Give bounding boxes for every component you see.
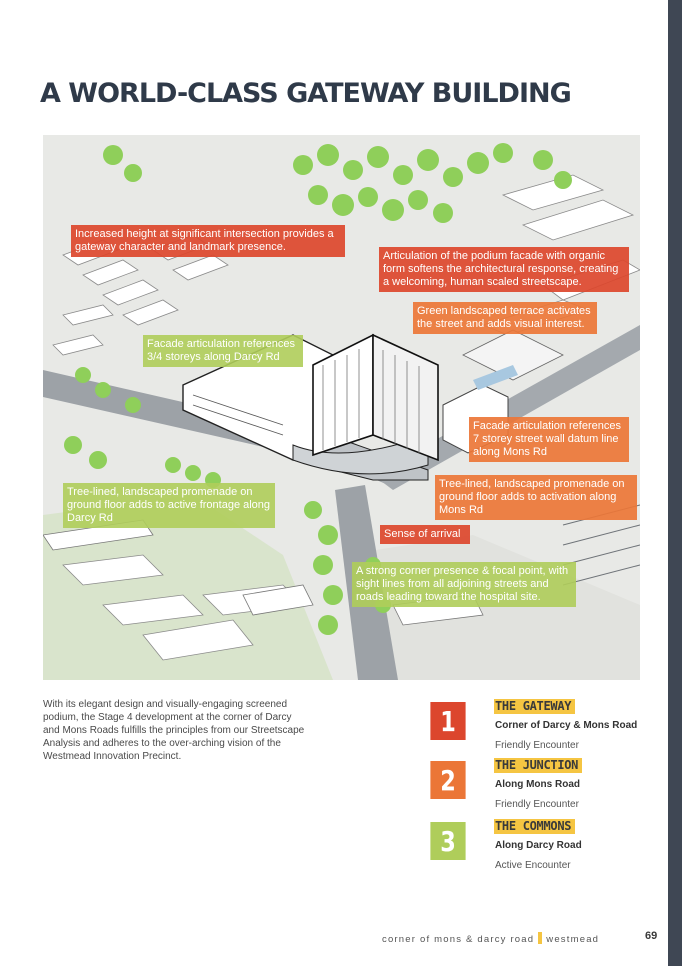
footer-location: corner of mons & darcy road	[382, 934, 535, 945]
callout-promenade-mons: Tree-lined, landscaped promenade on ground floor adds to activation along Mons Rd	[435, 475, 637, 520]
category-title-3: THE COMMONS	[494, 819, 575, 834]
category-mood-1: Friendly Encounter	[495, 740, 579, 751]
page-title: A WORLD-CLASS GATEWAY BUILDING	[40, 78, 571, 109]
callout-green-terrace: Green landscaped terrace activates the street and adds visual interest.	[413, 302, 597, 334]
intro-paragraph: With its elegant design and visually-engaging screened podium, the Stage 4 development at the corner of Darcy and Mons Roads fulfills the principles from our Streetscape Analysis and adheres to the over-arching vision of the Westmead Innovation Precinct.	[43, 699, 305, 762]
category-title-2: THE JUNCTION	[494, 758, 582, 773]
callout-corner-presence: A strong corner presence & focal point, with sight lines from all adjoining streets and roads leading toward the hospital site.	[352, 562, 576, 607]
side-bar	[668, 0, 682, 966]
category-title-1: THE GATEWAY	[494, 699, 575, 714]
category-subtitle-1: Corner of Darcy & Mons Road	[495, 720, 638, 731]
category-mood-2: Friendly Encounter	[495, 799, 579, 810]
callout-facade-darcy: Facade articulation references 3/4 storeys along Darcy Rd	[143, 335, 303, 367]
callout-podium-articulation: Articulation of the podium facade with organic form softens the architectural response, creating a welcoming, human scaled streetscape.	[379, 247, 629, 292]
category-number-2: 2	[430, 761, 465, 799]
site-illustration	[43, 135, 640, 680]
page-number: 69	[645, 930, 658, 942]
category-subtitle-3: Along Darcy Road	[495, 840, 582, 851]
callout-facade-mons: Facade articulation references 7 storey street wall datum line along Mons Rd	[469, 417, 629, 462]
callout-gateway-height: Increased height at significant intersection provides a gateway character and landmark presence.	[71, 225, 345, 257]
footer	[382, 932, 599, 945]
category-number-3: 3	[430, 822, 465, 860]
category-number-1: 1	[430, 702, 465, 740]
footer-suburb: westmead	[546, 934, 600, 945]
category-subtitle-2: Along Mons Road	[495, 779, 580, 790]
category-mood-3: Active Encounter	[495, 860, 571, 871]
callout-promenade-darcy: Tree-lined, landscaped promenade on ground floor adds to active frontage along Darcy Rd	[63, 483, 275, 528]
footer-separator	[538, 932, 542, 944]
callout-sense-of-arrival: Sense of arrival	[380, 525, 470, 544]
